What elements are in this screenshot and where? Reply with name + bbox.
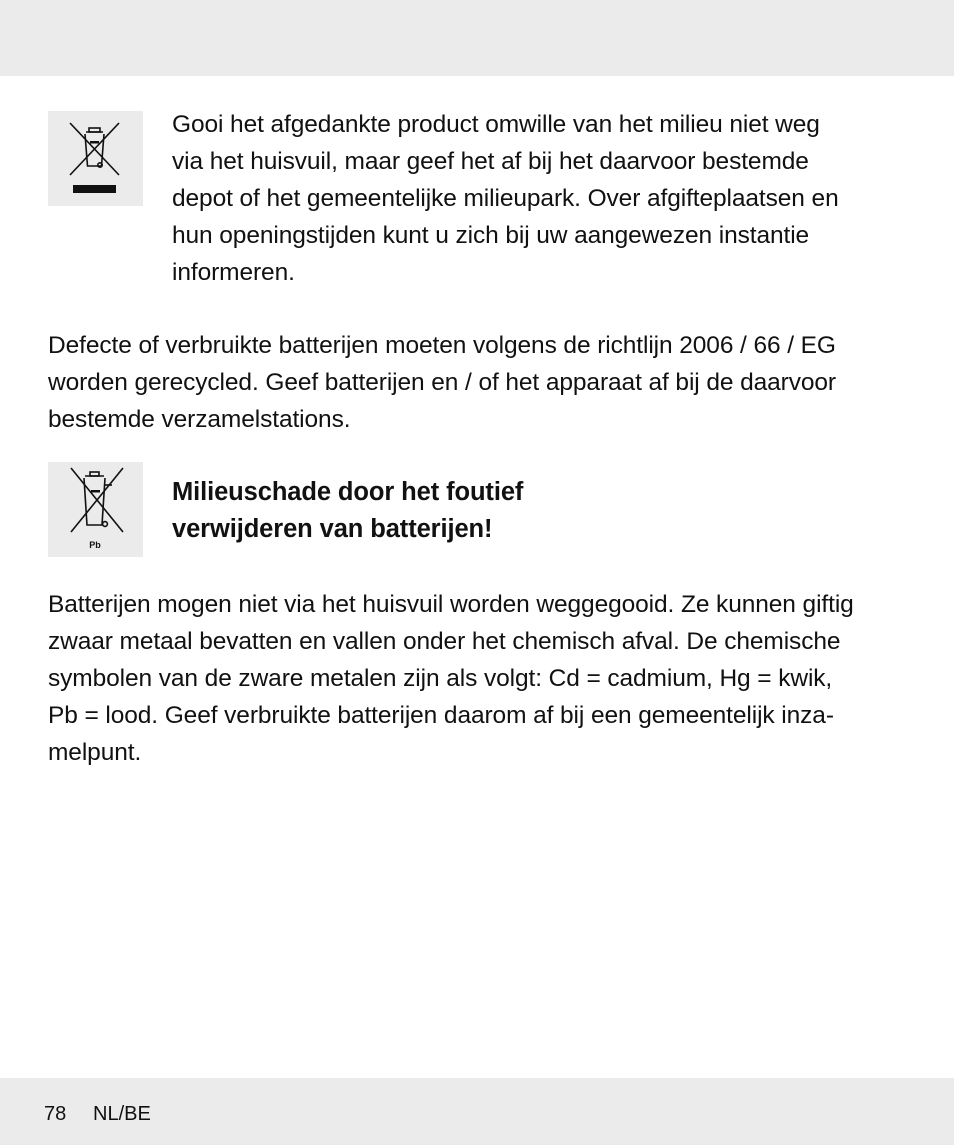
text-line: Defecte of verbruikte batterijen moeten volgens de richtlijn 2006 / 66 / EG xyxy=(48,332,836,359)
page-number: 78 xyxy=(44,1103,67,1125)
weee-symbol-box xyxy=(48,111,143,206)
text-line: depot of het gemeentelijke milieupark. Over afgifteplaatsen en xyxy=(172,185,839,212)
text-line: melpunt. xyxy=(48,739,142,766)
crossed-out-battery-bin-icon xyxy=(48,462,143,557)
disposal-notice-text xyxy=(172,106,932,291)
battery-symbol-box xyxy=(48,462,143,557)
text-line: Gooi het afgedankte product omwille van het milieu niet weg xyxy=(172,111,820,138)
battery-directive-text xyxy=(48,327,928,438)
pb-label: Pb xyxy=(89,540,101,550)
text-line: hun openingstijden kunt u zich bij uw aangewezen instantie xyxy=(172,222,810,249)
text-line: worden gerecycled. Geef batterijen en / of het apparaat af bij de daarvoor xyxy=(48,369,836,396)
text-line: zwaar metaal bevatten en vallen onder het chemisch afval. De chemische xyxy=(48,628,841,655)
text-line: symbolen van de zware metalen zijn als volgt: Cd = cadmium, Hg = kwik, xyxy=(48,665,833,692)
heavy-metals-text xyxy=(48,586,928,771)
battery-warning-heading xyxy=(172,474,772,548)
text-line: Pb = lood. Geef verbruikte batterijen daarom af bij een gemeentelijk inza- xyxy=(48,702,834,729)
language-code: NL/BE xyxy=(93,1103,151,1125)
text-line: Batterijen mogen niet via het huisvuil worden weggegooid. Ze kunnen giftig xyxy=(48,591,854,618)
heading-line: verwijderen van batterijen! xyxy=(172,515,493,543)
text-line: bestemde verzamelstations. xyxy=(48,406,351,433)
page-header-band xyxy=(0,0,954,76)
crossed-out-wheelie-bin-icon xyxy=(48,111,143,206)
heading-line: Milieuschade door het foutief xyxy=(172,478,524,506)
text-line: informeren. xyxy=(172,259,295,286)
text-line: via het huisvuil, maar geef het af bij het daarvoor bestemde xyxy=(172,148,809,175)
